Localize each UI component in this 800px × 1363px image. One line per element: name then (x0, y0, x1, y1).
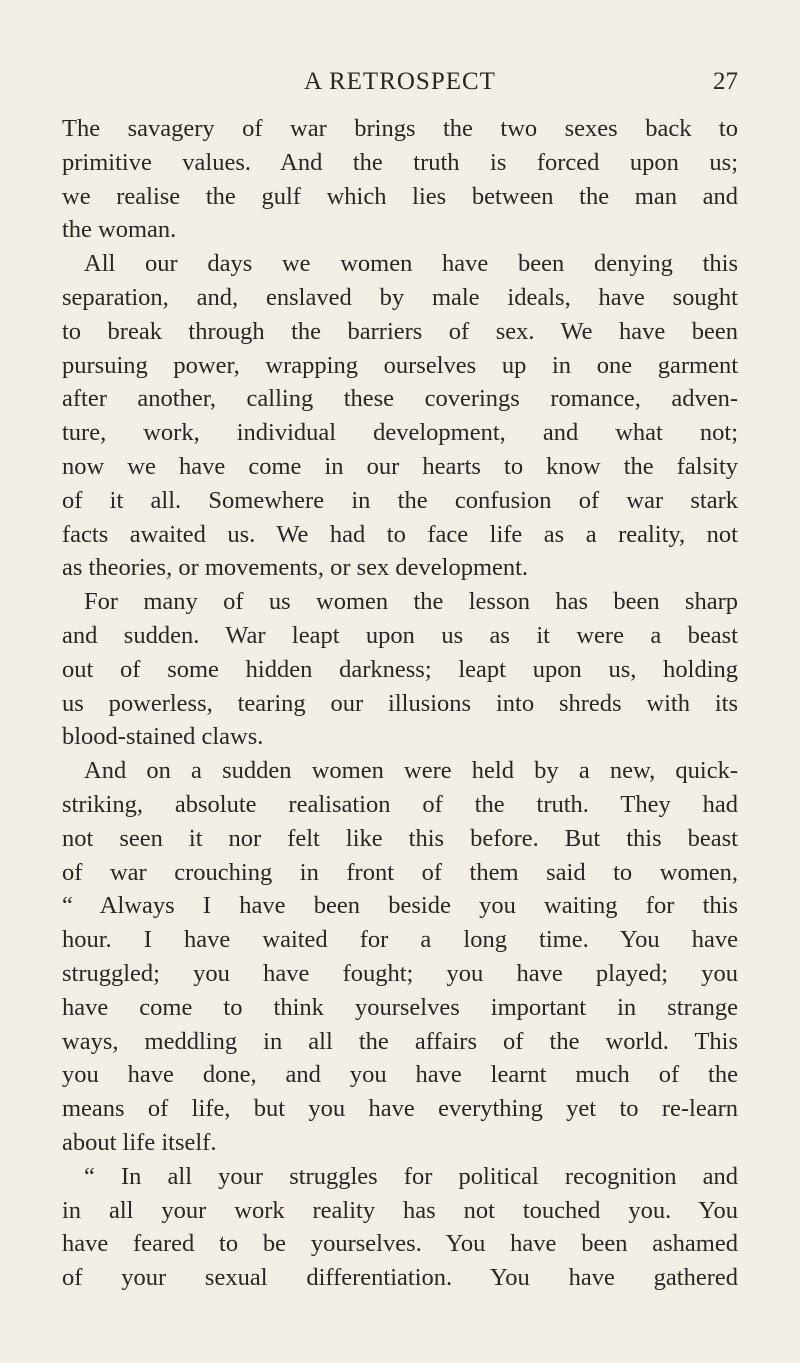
text-line: of it all. Somewhere in the confusion of war stark (62, 486, 738, 514)
text-line: striking, absolute realisation of the truth. They had (62, 790, 738, 818)
text-line: And on a sudden women were held by a new, quick- (84, 757, 738, 785)
text-line: “ In all your struggles for political recognition and (84, 1162, 738, 1190)
text-line: struggled; you have fought; you have played; you (62, 959, 738, 987)
running-title: A RETROSPECT (304, 68, 496, 95)
text-line: of war crouching in front of them said to women, (62, 858, 738, 886)
text-line: pursuing power, wrapping ourselves up in one garment (62, 351, 738, 379)
text-line: and sudden. War leapt upon us as it were a beast (62, 621, 738, 649)
text-line: as theories, or movements, or sex development. (62, 554, 529, 582)
text-line: “ Always I have been beside you waiting for this (62, 892, 738, 920)
text-line: in all your work reality has not touched you. You (62, 1196, 738, 1224)
text-line: out of some hidden darkness; leapt upon us, holding (62, 655, 738, 683)
running-head (62, 64, 738, 100)
text-line: after another, calling these coverings romance, adven- (62, 385, 738, 413)
text-line: we realise the gulf which lies between the man and (62, 182, 738, 210)
text-line: hour. I have waited for a long time. You have (62, 926, 738, 954)
text-line: ways, meddling in all the affairs of the world. This (62, 1027, 738, 1055)
text-line: primitive values. And the truth is forced upon us; (62, 148, 738, 176)
text-line: All our days we women have been denying this (84, 250, 738, 278)
text-line: have feared to be yourselves. You have been ashamed (62, 1230, 738, 1258)
text-line: means of life, but you have everything yet to re-learn (62, 1095, 738, 1123)
body-text (62, 112, 738, 1295)
text-line: not seen it nor felt like this before. But this beast (62, 824, 738, 852)
text-line: The savagery of war brings the two sexes back to (62, 115, 738, 142)
text-line: you have done, and you have learnt much of the (62, 1061, 738, 1089)
text-line: us powerless, tearing our illusions into shreds with its (62, 689, 738, 717)
text-line: the woman. (62, 216, 177, 244)
text-line: have come to think yourselves important in strange (62, 993, 738, 1021)
text-line: blood-stained claws. (62, 723, 264, 751)
text-line: ture, work, individual development, and what not; (62, 419, 738, 447)
text-line: separation, and, enslaved by male ideals, have sought (62, 283, 738, 311)
text-line: about life itself. (62, 1128, 217, 1156)
text-line: facts awaited us. We had to face life as a reality, not (62, 520, 738, 548)
text-line: For many of us women the lesson has been sharp (84, 588, 738, 616)
text-line: now we have come in our hearts to know the falsity (62, 452, 738, 480)
text-line: of your sexual differentiation. You have gathered (62, 1264, 738, 1292)
page-number: 27 (713, 68, 738, 95)
text-line: to break through the barriers of sex. We have been (62, 317, 738, 345)
